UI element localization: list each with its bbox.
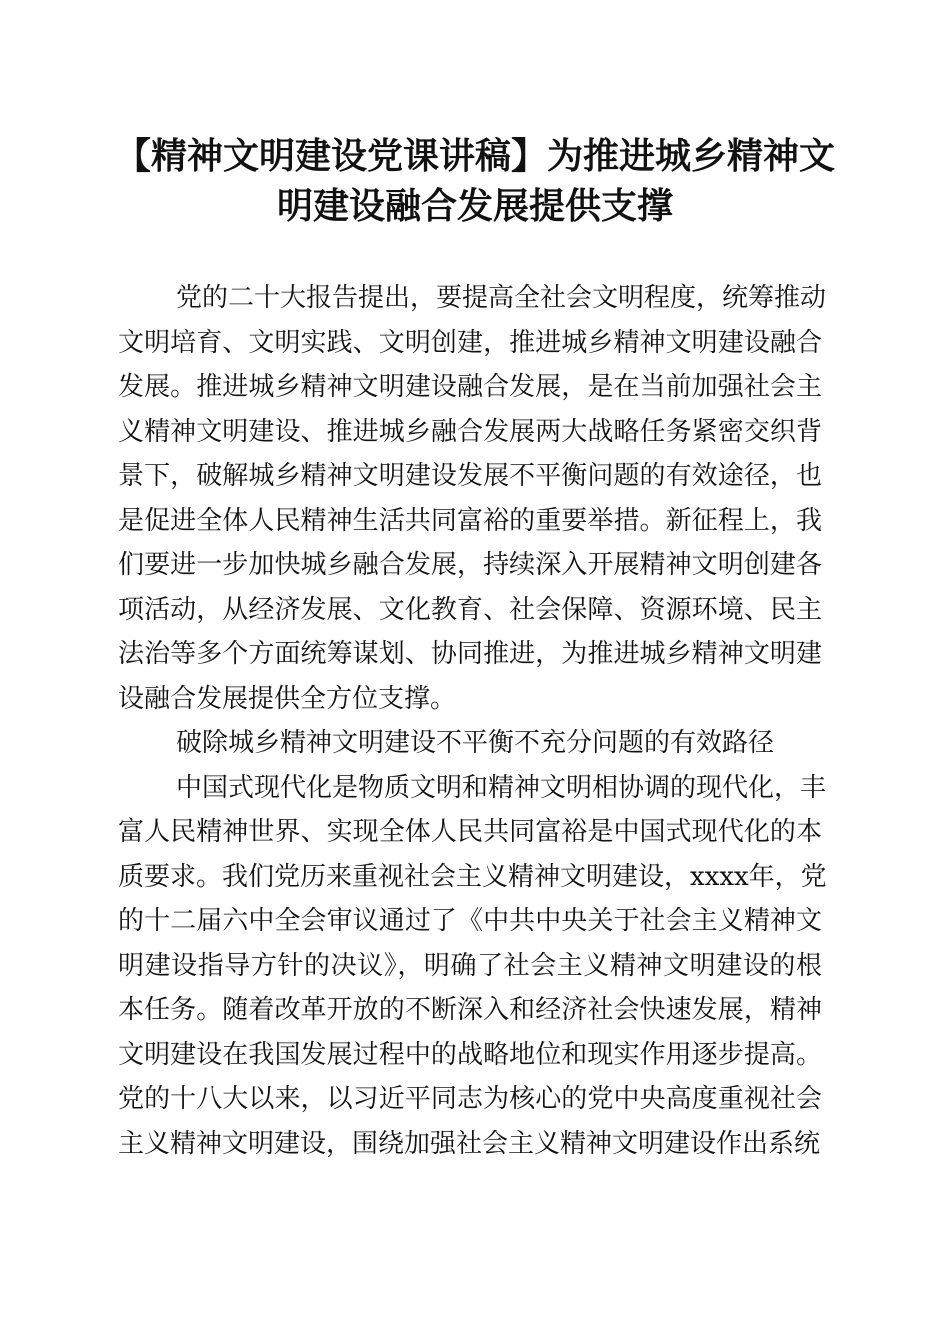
text-line: 党的十八大以来，以习近平同志为核心的党中央高度重视社会 <box>118 1084 822 1114</box>
document-title <box>110 131 840 231</box>
text-line: 本任务。随着改革开放的不断深入和经济社会快速发展，精神 <box>118 995 822 1025</box>
text-line: 义精神文明建设、推进城乡融合发展两大战略任务紧密交织背 <box>118 416 822 447</box>
text-line: 的十二届六中全会审议通过了《中共中央关于社会主义精神文 <box>118 906 822 936</box>
document-body <box>118 276 827 1166</box>
text-line: 质要求。我们党历来重视社会主义精神文明建设，xxxx年，党 <box>118 861 827 892</box>
text-line: 文明建设在我国发展过程中的战略地位和现实作用逐步提高。 <box>118 1039 822 1070</box>
title-line-1: 【精神文明建设党课讲稿】为推进城乡精神文 <box>114 135 835 177</box>
paragraph <box>118 766 827 1167</box>
title-line-2: 明建设融合发展提供支撑 <box>276 185 673 227</box>
text-line: 项活动，从经济发展、文化教育、社会保障、资源环境、民主 <box>118 594 822 625</box>
text-line: 明建设指导方针的决议》，明确了社会主义精神文明建设的根 <box>118 950 822 981</box>
text-line: 发展。推进城乡精神文明建设融合发展，是在当前加强社会主 <box>118 372 822 402</box>
text-line: 富人民精神世界、实现全体人民共同富裕是中国式现代化的本 <box>118 817 822 847</box>
text-line: 文明培育、文明实践、文明创建，推进城乡精神文明建设融合 <box>118 327 822 358</box>
text-line: 破除城乡精神文明建设不平衡不充分问题的有效路径 <box>176 728 775 758</box>
text-line: 主义精神文明建设，围绕加强社会主义精神文明建设作出系统 <box>118 1128 821 1159</box>
paragraph <box>118 276 827 721</box>
text-line: 设融合发展提供全方位支撑。 <box>118 683 457 714</box>
text-line: 党的二十大报告提出，要提高全社会文明程度，统筹推动 <box>176 283 827 313</box>
text-line: 法治等多个方面统筹谋划、协同推进，为推进城乡精神文明建 <box>118 639 822 669</box>
text-line: 中国式现代化是物质文明和精神文明相协调的现代化，丰 <box>176 772 827 803</box>
text-line: 们要进一步加快城乡融合发展，持续深入开展精神文明创建各 <box>118 550 822 580</box>
text-line: 景下，破解城乡精神文明建设发展不平衡问题的有效途径，也 <box>118 461 822 491</box>
section-heading <box>118 721 822 766</box>
text-line: 是促进全体人民精神生活共同富裕的重要举措。新征程上，我 <box>118 505 822 536</box>
